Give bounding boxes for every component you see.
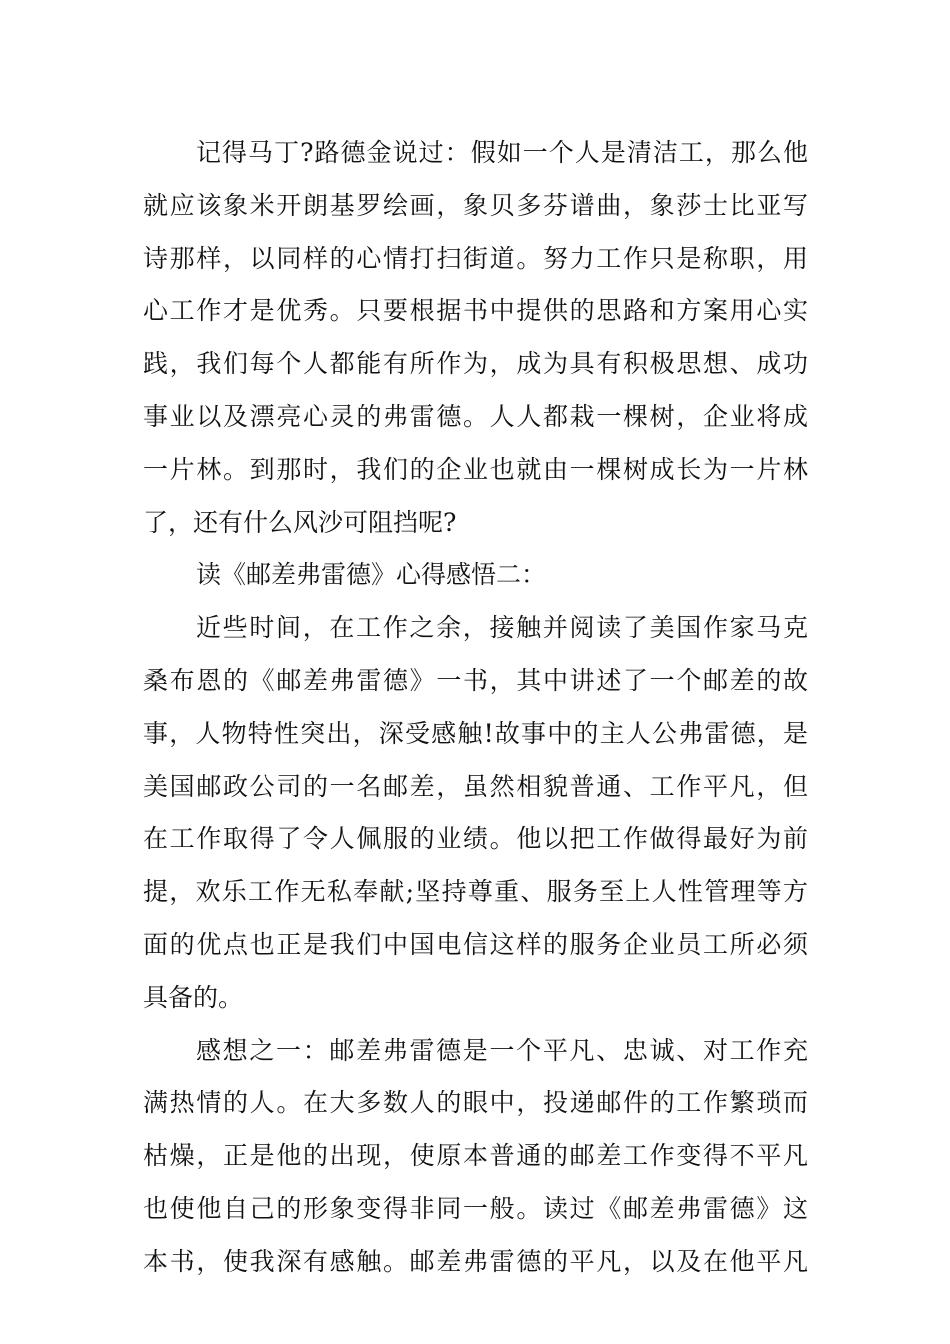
text-line: 桑布恩的《邮差弗雷德》一书，其中讲述了一个邮差的故 xyxy=(143,665,808,695)
text-line: 枯燥，正是他的出现，使原本普通的邮差工作变得不平凡 xyxy=(143,1141,808,1171)
text-line: 事，人物特性突出，深受感触!故事中的主人公弗雷德，是 xyxy=(143,718,808,748)
text-line: 提，欢乐工作无私奉献;坚持尊重、服务至上人性管理等方 xyxy=(143,877,808,907)
section-heading xyxy=(143,549,808,602)
paragraph-3 xyxy=(143,602,808,1024)
text-line: 一片林。到那时，我们的企业也就由一棵树成长为一片林 xyxy=(143,454,808,484)
text-line: 了，还有什么风沙可阻挡呢? xyxy=(143,507,457,537)
text-line: 践，我们每个人都能有所作为，成为具有积极思想、成功 xyxy=(143,349,808,379)
text-line: 事业以及漂亮心灵的弗雷德。人人都栽一棵树，企业将成 xyxy=(143,401,808,431)
text-line: 读《邮差弗雷德》心得感悟二： xyxy=(196,560,547,590)
paragraph-4 xyxy=(143,1025,808,1289)
text-line: 记得马丁?路德金说过：假如一个人是清洁工，那么他 xyxy=(196,138,808,167)
text-line: 本书，使我深有感触。邮差弗雷德的平凡，以及在他平凡 xyxy=(143,1246,808,1276)
text-line: 满热情的人。在大多数人的眼中，投递邮件的工作繁琐而 xyxy=(143,1088,808,1118)
text-line: 诗那样，以同样的心情打扫街道。努力工作只是称职，用 xyxy=(143,243,808,273)
text-line: 近些时间，在工作之余，接触并阅读了美国作家马克 xyxy=(196,613,808,643)
text-line: 就应该象米开朗基罗绘画，象贝多芬谱曲，象莎士比亚写 xyxy=(143,190,808,220)
paragraph-1 xyxy=(143,127,808,549)
text-line: 感想之一：邮差弗雷德是一个平凡、忠诚、对工作充 xyxy=(196,1035,808,1065)
text-line: 也使他自己的形象变得非同一般。读过《邮差弗雷德》这 xyxy=(143,1193,808,1223)
text-line: 美国邮政公司的一名邮差，虽然相貌普通、工作平凡，但 xyxy=(143,771,808,801)
document-body xyxy=(143,127,808,1289)
text-line: 在工作取得了令人佩服的业绩。他以把工作做得最好为前 xyxy=(143,824,808,854)
text-line: 具备的。 xyxy=(143,982,244,1012)
text-line: 心工作才是优秀。只要根据书中提供的思路和方案用心实 xyxy=(143,296,808,326)
text-line: 面的优点也正是我们中国电信这样的服务企业员工所必须 xyxy=(143,929,808,959)
